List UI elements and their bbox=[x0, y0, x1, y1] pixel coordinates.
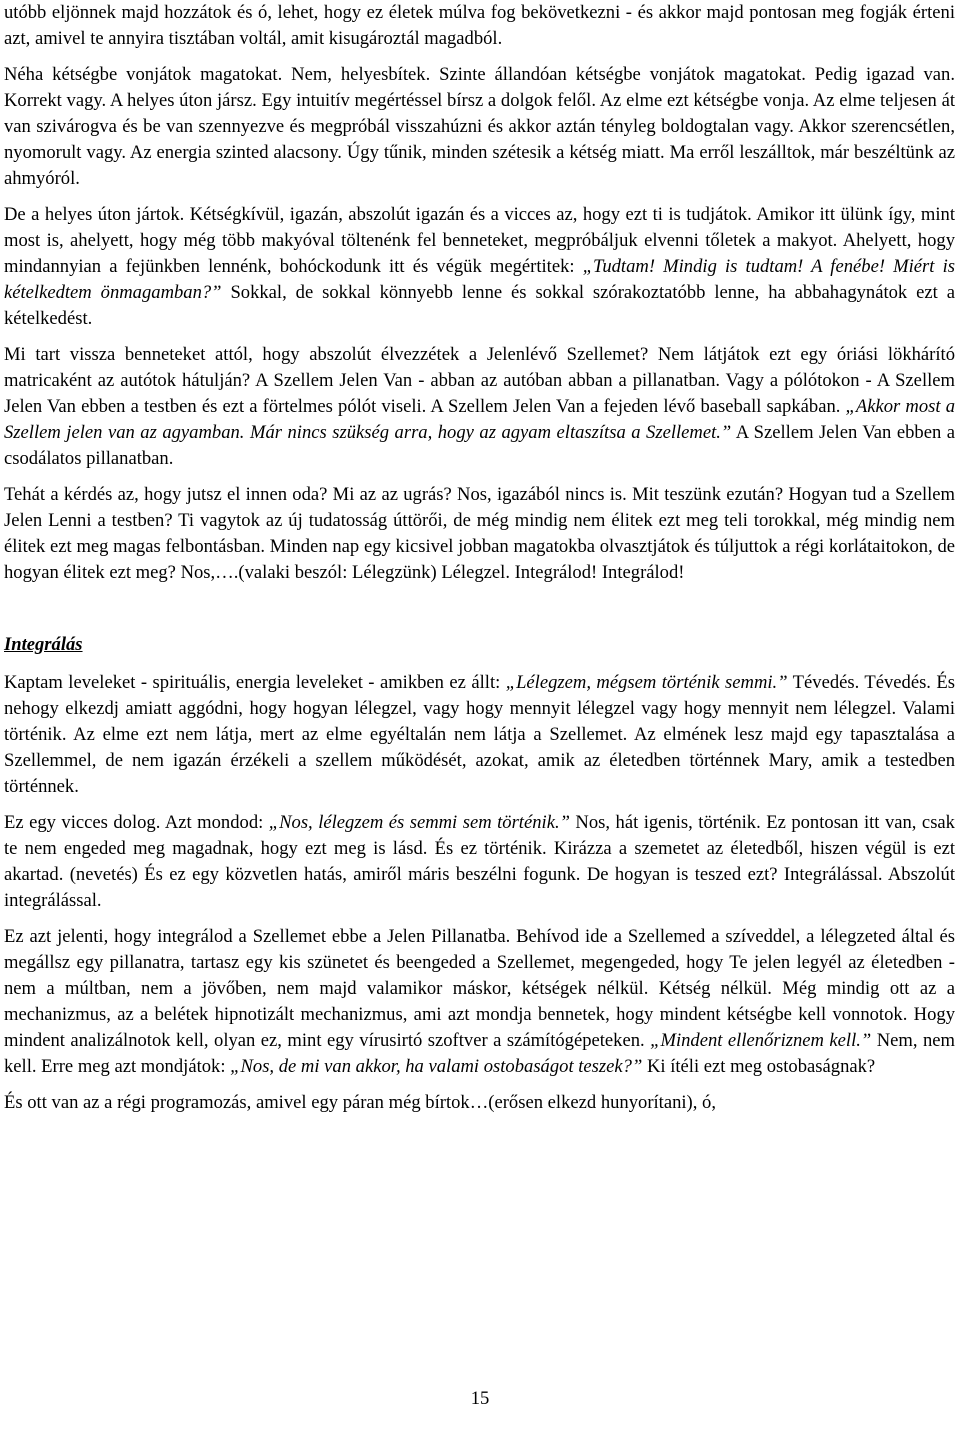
body-text-before-heading bbox=[4, 0, 955, 586]
paragraph bbox=[4, 202, 955, 332]
paragraph bbox=[4, 482, 955, 586]
quote-text: „Nos, lélegzem és semmi sem történik.” bbox=[268, 812, 570, 833]
body-text-after-heading bbox=[4, 670, 955, 1116]
paragraph-text: Mi tart vissza benneteket attól, hogy abszolút élvezzétek a Jelenlévő Szellemet? Nem látjátok ezt egy óriási lökhárító matricaként az autótok hátulján? A Szellem Jelen Van - abban az autóban abban a pillanatban. Vagy a pólótokon - A Szellem Jelen Van ebben a testben és ezt a förtelmes pólót viseli. A Szellem Jelen Van a fejeden lévő baseball sapkában. bbox=[4, 344, 955, 417]
quote-text: „Nos, de mi van akkor, ha valami ostobaságot teszek?” bbox=[230, 1056, 643, 1077]
paragraph bbox=[4, 62, 955, 192]
quote-text: „Mindent ellenőriznem kell.” bbox=[650, 1030, 872, 1051]
paragraph-text: És ott van az a régi programozás, amivel egy páran még bírtok…(erősen elkezd hunyorítani), ó, bbox=[4, 1092, 716, 1113]
quote-text: „Lélegzem, mégsem történik semmi.” bbox=[505, 672, 788, 693]
paragraph-text: De a helyes úton jártok. Kétségkívül, igazán, abszolút igazán és a vicces az, hogy ezt ti is tudjátok. Amikor itt ülünk így, mint most is, ahelyett, hogy még több makyóval töltenénk fel benneteket, megpróbáljuk elvenni tőletek a makyot. Ahelyett, hogy mindannyian a fejünkben lennénk, bohóckodunk itt és végük megértitek: bbox=[4, 204, 955, 277]
paragraph-text: Sokkal, de sokkal könnyebb lenne és sokkal szórakoztatóbb lenne, ha abbahagynátok ezt a kételkedést. bbox=[4, 282, 955, 329]
section-spacer bbox=[4, 596, 955, 632]
quote-text: „Akkor most a Szellem jelen van az agyamban. Már nincs szükség arra, hogy az agyam eltaszítsa a Szellemet.” bbox=[4, 396, 955, 443]
paragraph bbox=[4, 342, 955, 472]
paragraph-text: Néha kétségbe vonjátok magatokat. Nem, helyesbítek. Szinte állandóan kétségbe vonjátok magatokat. Pedig igazad van. Korrekt vagy. A helyes úton jársz. Egy intuitív megértéssel bírsz a dolgok felől. Az elme ezt kétségbe vonja. Az elme teljesen át van szivárogva és be van szennyezve és megpróbál visszahúzni és akkor aztán tényleg boldogtalan vagy. Akkor szerencsétlen, nyomorult vagy. Az energia szinted alacsony. Úgy tűnik, minden szétesik a kétség miatt. Ma erről leszálltok, már beszéltünk az ahmyóról. bbox=[4, 64, 955, 189]
paragraph bbox=[4, 1090, 955, 1116]
page-number: 15 bbox=[470, 1388, 490, 1409]
paragraph-text: Ez egy vicces dolog. Azt mondod: bbox=[4, 812, 269, 833]
paragraph-text: Tehát a kérdés az, hogy jutsz el innen oda? Mi az az ugrás? Nos, igazából nincs is. Mit teszünk ezután? Hogyan tud a Szellem Jelen Lenni a testben? Ti vagytok az új tudatosság úttörői, de még mindig nem élitek ezt meg teli torokkal, még mindig nem élitek ezt meg magas felbontásban. Minden nap egy kicsivel jobban magatokba olvasztjátok és túljuttok a régi korlátaitokon, de hogyan élitek ezt meg? Nos,….(valaki beszól: Lélegzünk) Lélegzel. Integrálod! Integrálod! bbox=[4, 484, 955, 583]
paragraph-text: A Szellem Jelen Van ebben a csodálatos pillanatban. bbox=[4, 422, 956, 469]
quote-text: „Tudtam! Mindig is tudtam! A fenébe! Miért is kételkedtem önmagamban?” bbox=[4, 256, 955, 303]
paragraph bbox=[4, 810, 955, 914]
paragraph-text: Kaptam leveleket - spirituális, energia leveleket - amikben ez állt: bbox=[4, 672, 506, 693]
paragraph-text: Nos, hát igenis, történik. Ez pontosan itt van, csak te nem engeded meg magadnak, hogy ezt meg is lásd. És ez történik. Kirázza a szemetet az életedből, hiszen végül is ezt akartad. (nevetés) És ez egy közvetlen hatás, amiről máris beszélni fogunk. De hogyan is teszed ezt? Integrálással. Abszolút integrálással. bbox=[4, 812, 955, 911]
paragraph bbox=[4, 0, 955, 52]
paragraph bbox=[4, 670, 955, 800]
page-content bbox=[4, 0, 955, 1126]
section-heading: Integrálás bbox=[4, 634, 83, 655]
paragraph-text: Ez azt jelenti, hogy integrálod a Szellemet ebbe a Jelen Pillanatba. Behívod ide a Szellemed a szíveddel, a lélegzeted által és megállsz egy pillanatra, tartasz egy kis szünetet és beengeded a Szellemet, megengeded, hogy Te jelen legyél az életedben - nem a múltban, nem a jövőben, nem majd valamikor máskor, kétségek nélkül. Kétség nélkül. Még mindig ott az a mechanizmus, az a belétek hipnotizált mechanizmus, ami azt mondja bennetek, hogy mindent kétségbe kell vonnotok. Hogy mindent analizálnotok kell, olyan ez, mint egy vírusirtó szoftver a számítógépeteken. bbox=[4, 926, 955, 1051]
paragraph-text: Ki ítéli ezt meg ostobaságnak? bbox=[642, 1056, 876, 1077]
paragraph-text: Tévedés. Tévedés. És nehogy elkezdj amiatt aggódni, hogy hogyan lélegzel, vagy hogy mennyit lélegzel vagy hogy mennyit nem lélegzel. Valami történik. Az elme ezt nem látja, mert az elme egyéltalán nem látja a Szellemet. Az elmének lesz majd egy tapasztalása a Szellemmel, de nem igazán érzékeli a szellem működését, azokat, amik az életedben történnek Mary, amik a testedben történnek. bbox=[4, 672, 956, 797]
paragraph bbox=[4, 924, 955, 1080]
paragraph-text: utóbb eljönnek majd hozzátok és ó, lehet, hogy ez életek múlva fog bekövetkezni - és akkor majd pontosan meg fogják érteni azt, amivel te annyira tisztában voltál, amit kisugároztál magadból. bbox=[4, 2, 955, 49]
paragraph-text: Nem, nem kell. Erre meg azt mondjátok: bbox=[4, 1030, 955, 1077]
